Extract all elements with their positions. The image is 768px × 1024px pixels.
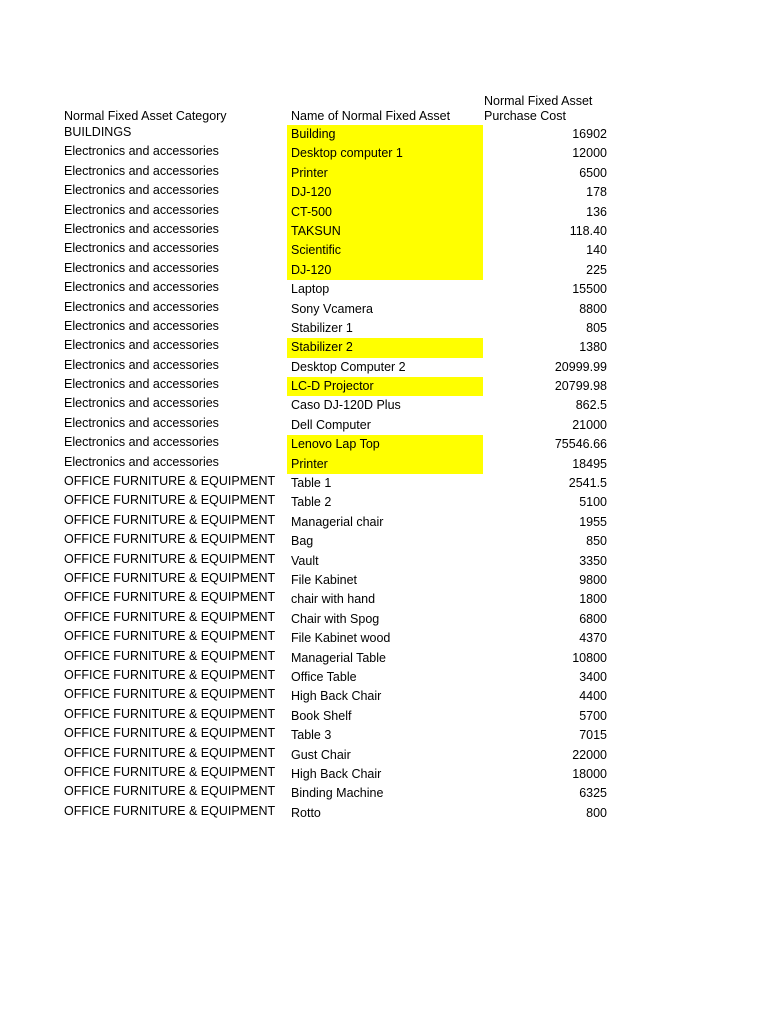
header-purchase-cost [484,94,592,124]
header-purchase-cost-line2: Purchase Cost [484,109,566,123]
asset-cost-cell: 2541.5 [568,476,607,491]
asset-category-cell: BUILDINGS [64,125,132,139]
asset-cost-cell: 21000 [572,417,607,432]
asset-category-cell: OFFICE FURNITURE & EQUIPMENT [64,629,276,644]
asset-name-cell: chair with hand [291,592,376,607]
asset-name-cell-highlighted: Printer [287,455,483,474]
asset-name-cell: Dell Computer [291,417,371,432]
asset-cost-cell: 18495 [572,456,607,471]
asset-name-cell-highlighted: DJ-120 [287,183,483,202]
asset-category-cell: Electronics and accessories [64,435,219,450]
asset-cost-cell: 4400 [579,689,607,704]
asset-cost-cell: 5100 [579,495,607,510]
asset-name-cell: Gust Chair [291,747,351,762]
asset-cost-cell: 800 [586,805,607,820]
asset-category-cell: OFFICE FURNITURE & EQUIPMENT [64,512,276,527]
asset-cost-cell: 862.5 [575,398,607,413]
asset-cost-cell: 3400 [579,669,607,684]
asset-cost-cell: 1800 [579,592,607,607]
asset-name-cell-highlighted: Lenovo Lap Top [287,435,483,454]
asset-name-cell: Book Shelf [291,708,352,723]
asset-category-cell: OFFICE FURNITURE & EQUIPMENT [64,745,276,760]
asset-name-cell: Table 1 [291,476,332,491]
asset-category-cell: OFFICE FURNITURE & EQUIPMENT [64,648,276,663]
asset-cost-cell: 850 [586,534,607,549]
asset-category-cell: OFFICE FURNITURE & EQUIPMENT [64,590,276,605]
asset-category-cell: Electronics and accessories [64,299,219,314]
asset-category-cell: Electronics and accessories [64,183,219,198]
asset-cost-cell: 20799.98 [554,379,607,394]
asset-category-cell: OFFICE FURNITURE & EQUIPMENT [64,687,276,702]
asset-category-cell: OFFICE FURNITURE & EQUIPMENT [64,570,276,585]
asset-rows [0,125,768,823]
asset-cost-cell: 22000 [572,747,607,762]
asset-cost-cell: 6325 [579,786,607,801]
asset-name-cell-highlighted: Printer [287,164,483,183]
asset-category-cell: OFFICE FURNITURE & EQUIPMENT [64,784,276,799]
asset-name-cell: Caso DJ-120D Plus [291,398,401,413]
asset-name-cell-highlighted: Stabilizer 2 [287,338,483,357]
asset-name-cell: Table 3 [291,728,332,743]
asset-category-cell: Electronics and accessories [64,163,219,178]
asset-name-cell: Managerial chair [291,514,384,529]
asset-category-cell: OFFICE FURNITURE & EQUIPMENT [64,803,276,818]
asset-category-cell: Electronics and accessories [64,396,219,411]
asset-category-cell: Electronics and accessories [64,318,219,333]
asset-name-cell-highlighted: Desktop computer 1 [287,144,483,163]
asset-name-cell-highlighted: Scientific [287,241,483,260]
asset-name-cell-highlighted: CT-500 [287,203,483,222]
table-row [0,804,768,823]
asset-category-cell: Electronics and accessories [64,202,219,217]
asset-cost-cell: 18000 [572,766,607,781]
asset-cost-cell: 1955 [579,514,607,529]
asset-category-cell: Electronics and accessories [64,415,219,430]
asset-cost-cell: 15500 [572,282,607,297]
asset-category-cell: Electronics and accessories [64,280,219,295]
asset-name-cell: Stabilizer 1 [291,320,353,335]
asset-cost-cell: 1380 [579,340,607,355]
asset-cost-cell: 12000 [572,146,607,161]
asset-cost-cell: 7015 [579,728,607,743]
asset-name-cell-highlighted: Building [287,125,483,144]
asset-category-cell: Electronics and accessories [64,260,219,275]
asset-cost-cell: 9800 [579,572,607,587]
asset-category-cell: OFFICE FURNITURE & EQUIPMENT [64,609,276,624]
asset-name-cell-highlighted: DJ-120 [287,261,483,280]
asset-cost-cell: 3350 [579,553,607,568]
asset-category-cell: OFFICE FURNITURE & EQUIPMENT [64,706,276,721]
asset-cost-cell: 225 [586,262,607,277]
asset-category-cell: OFFICE FURNITURE & EQUIPMENT [64,532,276,547]
asset-cost-cell: 75546.66 [554,437,607,452]
asset-name-cell: Chair with Spog [291,611,380,626]
asset-name-cell-highlighted: TAKSUN [287,222,483,241]
asset-name-cell: Vault [291,553,319,568]
asset-category-cell: OFFICE FURNITURE & EQUIPMENT [64,551,276,566]
asset-name-cell: Bag [291,534,314,549]
asset-category-cell: Electronics and accessories [64,338,219,353]
asset-name-cell: File Kabinet [291,572,358,587]
asset-cost-cell: 178 [586,185,607,200]
asset-cost-cell: 4370 [579,631,607,646]
asset-name-cell: Office Table [291,669,357,684]
asset-category-cell: Electronics and accessories [64,377,219,392]
asset-cost-cell: 8800 [579,301,607,316]
asset-category-cell: Electronics and accessories [64,221,219,236]
asset-cost-cell: 136 [586,204,607,219]
asset-category-cell: Electronics and accessories [64,357,219,372]
asset-category-cell: Electronics and accessories [64,241,219,256]
asset-category-cell: OFFICE FURNITURE & EQUIPMENT [64,667,276,682]
asset-name-cell: Table 2 [291,495,332,510]
header-category: Normal Fixed Asset Category [64,109,227,123]
asset-name-cell: High Back Chair [291,766,382,781]
asset-cost-cell: 118.40 [569,223,607,238]
asset-name-cell: Laptop [291,282,330,297]
asset-name-cell: Desktop Computer 2 [291,359,406,374]
header-purchase-cost-line1: Normal Fixed Asset [484,94,593,108]
asset-cost-cell: 16902 [572,127,607,141]
asset-cost-cell: 5700 [579,708,607,723]
asset-name-cell: Sony Vcamera [291,301,373,316]
asset-category-cell: Electronics and accessories [64,144,219,159]
asset-name-cell: Binding Machine [291,786,384,801]
asset-cost-cell: 20999.99 [554,359,607,374]
asset-category-cell: OFFICE FURNITURE & EQUIPMENT [64,493,276,508]
asset-category-cell: OFFICE FURNITURE & EQUIPMENT [64,726,276,741]
asset-category-cell: OFFICE FURNITURE & EQUIPMENT [64,474,276,489]
asset-name-cell: High Back Chair [291,689,382,704]
asset-cost-cell: 6800 [579,611,607,626]
asset-category-cell: Electronics and accessories [64,454,219,469]
asset-name-cell: File Kabinet wood [291,631,391,646]
asset-name-cell-highlighted: LC-D Projector [287,377,483,396]
asset-name-cell: Managerial Table [291,650,386,665]
asset-cost-cell: 805 [586,320,607,335]
asset-cost-cell: 10800 [572,650,607,665]
asset-cost-cell: 6500 [579,165,607,180]
header-asset-name: Name of Normal Fixed Asset [291,109,451,123]
asset-cost-cell: 140 [586,243,607,258]
asset-category-cell: OFFICE FURNITURE & EQUIPMENT [64,764,276,779]
asset-name-cell: Rotto [291,805,321,820]
